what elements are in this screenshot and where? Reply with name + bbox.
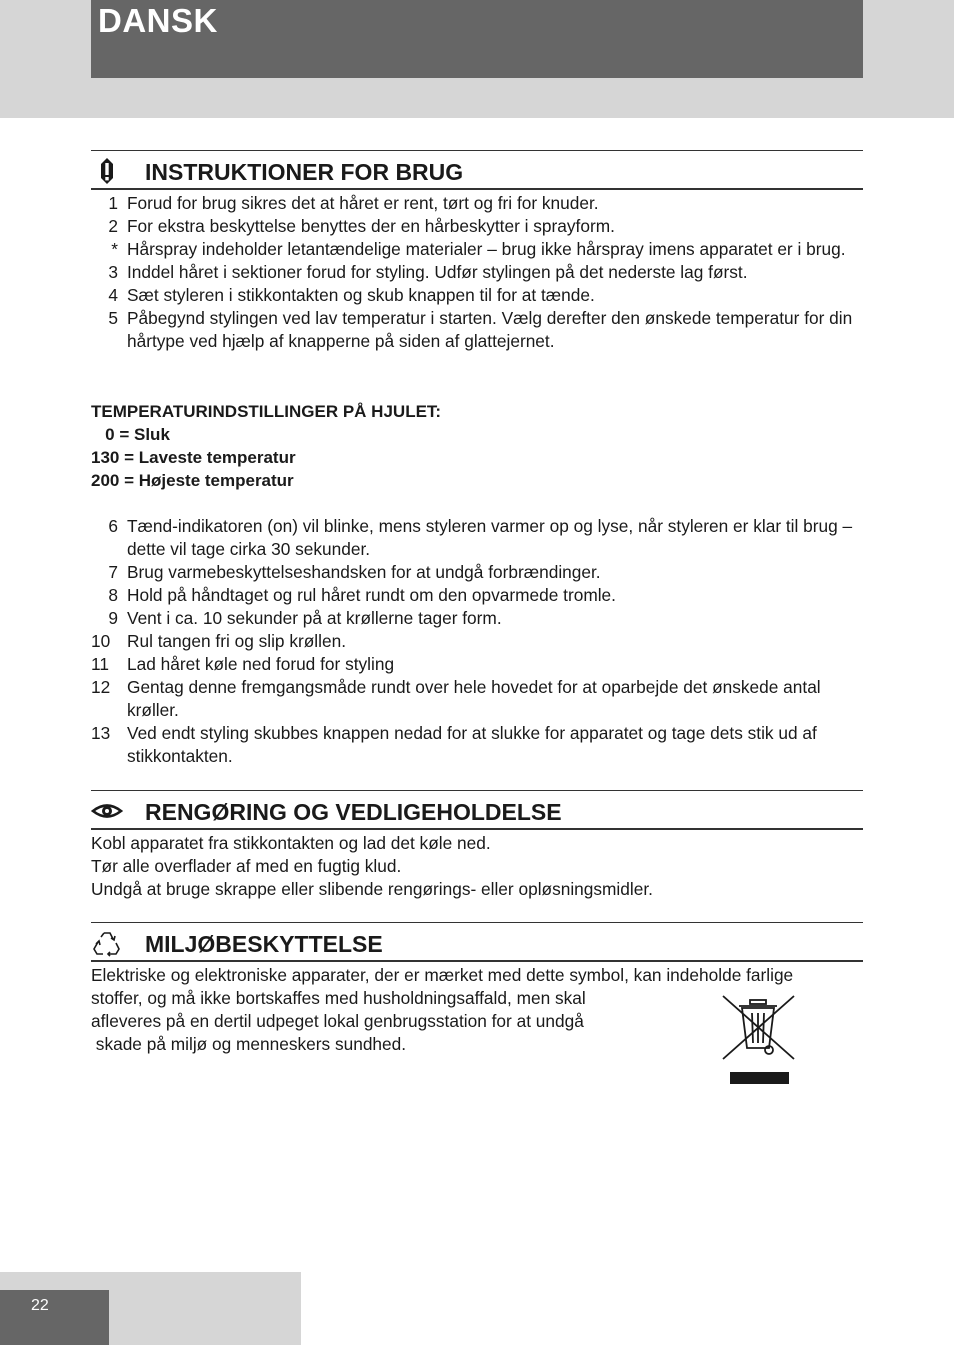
recycle-icon <box>91 929 123 957</box>
instruction-steps-b <box>91 515 863 768</box>
temperature-heading: TEMPERATURINDSTILLINGER PÅ HJULET: <box>91 402 442 421</box>
list-item: 1 Forud for brug sikres det at håret er rent, tørt og fri for knuder. <box>108 193 599 213</box>
section-title-instructions: INSTRUKTIONER FOR BRUG <box>145 159 464 185</box>
warning-icon <box>91 157 123 185</box>
list-item: 6 Tænd-indikatoren (on) vil blinke, mens styleren varmer op og lyse, når styleren er klar til brug – dette vil tage cirka 30 sekunder. <box>108 516 853 559</box>
environment-line: afleveres på en dertil udpeget lokal genbrugsstation for at undgå <box>91 1011 584 1031</box>
temperature-settings <box>91 400 491 492</box>
list-item: 7 Brug varmebeskyttelseshandsken for at undgå forbrændinger. <box>108 562 601 582</box>
environment-line: skade på miljø og menneskers sundhed. <box>91 1034 407 1054</box>
page-number-box <box>0 1290 109 1345</box>
cleaning-line: Tør alle overflader af med en fugtig klud. <box>91 856 402 876</box>
list-item: 5 Påbegynd stylingen ved lav temperatur i starten. Vælg derefter den ønskede temperatur for din hårtype ved hjælp af knapperne på siden af glattejernet. <box>108 308 853 351</box>
crossed-out-bin-icon <box>720 993 798 1085</box>
temperature-line: 0 = Sluk <box>91 425 170 444</box>
instruction-steps-a <box>91 192 863 353</box>
list-item: 3 Inddel håret i sektioner forud for styling. Udfør stylingen på det nederste lag først. <box>108 262 748 282</box>
list-item: 11 Lad håret køle ned forud for styling <box>91 654 395 674</box>
language-title: DANSK <box>98 2 218 39</box>
cleaning-line: Undgå at bruge skrappe eller slibende rengørings- eller opløsningsmidler. <box>91 879 653 899</box>
language-header-bar <box>91 0 863 78</box>
cleaning-text <box>91 832 863 901</box>
section-title-cleaning: RENGØRING OG VEDLIGEHOLDELSE <box>145 799 562 825</box>
section-header-instructions <box>91 150 863 190</box>
section-title-environment: MILJØBESKYTTELSE <box>145 931 383 957</box>
list-item: 8 Hold på håndtaget og rul håret rundt om den opvarmede tromle. <box>108 585 616 605</box>
section-header-environment <box>91 922 863 962</box>
environment-line: Elektriske og elektroniske apparater, der er mærket med dette symbol, kan indeholde farlige <box>91 965 794 985</box>
eye-icon <box>91 797 123 825</box>
cleaning-line: Kobl apparatet fra stikkontakten og lad det køle ned. <box>91 833 491 853</box>
list-item: 12 Gentag denne fremgangsmåde rundt over hele hovedet for at oparbejde det ønskede antal krøller. <box>91 677 821 720</box>
list-item: 13 Ved endt styling skubbes knappen nedad for at slukke for apparatet og tage dets stik ud af stikkontakten. <box>91 723 817 766</box>
section-header-cleaning <box>91 790 863 830</box>
temperature-line: 130 = Laveste temperatur <box>91 448 296 467</box>
environment-line: stoffer, og må ikke bortskaffes med husholdningsaffald, men skal <box>91 988 586 1008</box>
list-item: * Hårspray indeholder letantændelige materialer – brug ikke hårspray imens apparatet er i brug. <box>111 239 846 259</box>
list-item: 10 Rul tangen fri og slip krøllen. <box>91 631 346 651</box>
list-item: 9 Vent i ca. 10 sekunder på at krøllerne tager form. <box>108 608 502 628</box>
list-item: 4 Sæt styleren i stikkontakten og skub knappen til for at tænde. <box>108 285 595 305</box>
page-number: 22 <box>31 1297 49 1314</box>
list-item: 2 For ekstra beskyttelse benyttes der en hårbeskytter i sprayform. <box>108 216 615 236</box>
temperature-line: 200 = Højeste temperatur <box>91 471 294 490</box>
